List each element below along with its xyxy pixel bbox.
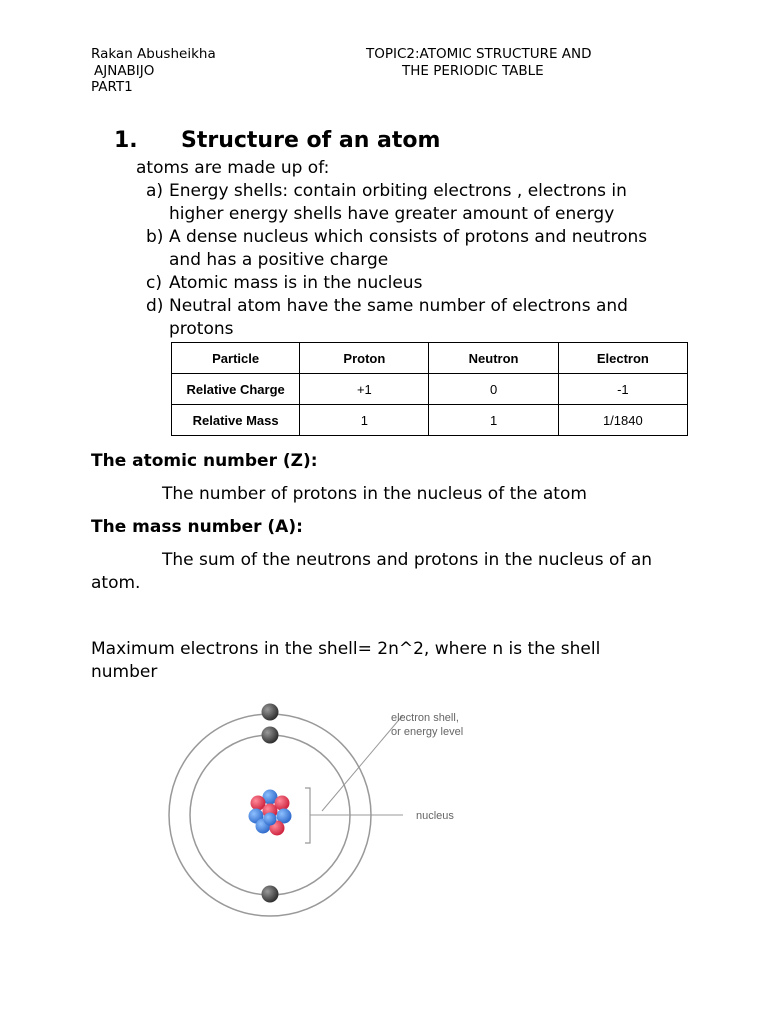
table-cell: 1 xyxy=(300,405,429,436)
table-row-header: Relative Charge xyxy=(172,374,300,405)
list-item-line: Energy shells: contain orbiting electrons , electrons in xyxy=(169,181,627,201)
atomic-number-heading: The atomic number (Z): xyxy=(91,451,318,471)
table-row xyxy=(172,405,688,436)
table-header-row xyxy=(172,343,688,374)
shell-label-line1: electron shell, xyxy=(391,712,459,724)
table-cell: 1/1840 xyxy=(558,405,687,436)
section-title: Structure of an atom xyxy=(181,128,441,153)
list-item-line: and has a positive charge xyxy=(169,250,389,270)
intro-text: atoms are made up of: xyxy=(136,158,330,178)
list-item-b xyxy=(146,226,647,272)
max-electrons-line2: number xyxy=(91,662,158,682)
particle-table xyxy=(171,342,688,436)
list-item-line: A dense nucleus which consists of protons and neutrons xyxy=(169,227,648,247)
table-header-cell: Proton xyxy=(300,343,429,374)
list-item-line: Atomic mass is in the nucleus xyxy=(169,273,423,293)
atomic-number-definition: The number of protons in the nucleus of the atom xyxy=(162,484,587,504)
max-electrons-line1: Maximum electrons in the shell= 2n^2, where n is the shell xyxy=(91,639,601,659)
nucleus-label: nucleus xyxy=(416,810,454,822)
list-item-d xyxy=(146,295,628,341)
nucleus xyxy=(249,790,292,836)
table-row-header: Relative Mass xyxy=(172,405,300,436)
author-name: Rakan Abusheikha xyxy=(91,46,216,62)
topic-title-line2: THE PERIODIC TABLE xyxy=(402,63,544,79)
electron xyxy=(262,886,279,903)
list-item-line: Neutral atom have the same number of electrons and xyxy=(169,296,628,316)
mass-number-definition-line1: The sum of the neutrons and protons in the nucleus of an xyxy=(162,550,653,570)
atom-diagram xyxy=(160,695,490,930)
section-number: 1. xyxy=(114,128,138,153)
nucleus-bracket xyxy=(305,788,310,843)
table-header-cell: Electron xyxy=(558,343,687,374)
mass-number-heading: The mass number (A): xyxy=(91,517,303,537)
mass-number-definition-line2: atom. xyxy=(91,573,141,593)
list-item-c xyxy=(146,272,422,295)
list-marker: b) xyxy=(146,227,164,247)
table-cell: -1 xyxy=(558,374,687,405)
table-cell: 0 xyxy=(429,374,558,405)
part-label: PART1 xyxy=(91,79,133,95)
table-header-cell: Particle xyxy=(172,343,300,374)
topic-title-line1: TOPIC2:ATOMIC STRUCTURE AND xyxy=(366,46,592,62)
table-cell: +1 xyxy=(300,374,429,405)
list-marker: d) xyxy=(146,296,164,316)
table-cell: 1 xyxy=(429,405,558,436)
list-marker: a) xyxy=(146,181,164,201)
table-row xyxy=(172,374,688,405)
list-item-line: higher energy shells have greater amount of energy xyxy=(169,204,615,224)
electron xyxy=(262,704,279,721)
neutron xyxy=(264,813,277,826)
list-marker: c) xyxy=(146,273,162,293)
list-item-line: protons xyxy=(169,319,234,339)
electron xyxy=(262,727,279,744)
table-header-cell: Neutron xyxy=(429,343,558,374)
shell-label-line2: or energy level xyxy=(391,726,464,738)
school-name: AJNABIJO xyxy=(94,63,155,79)
list-item-a xyxy=(146,180,627,226)
